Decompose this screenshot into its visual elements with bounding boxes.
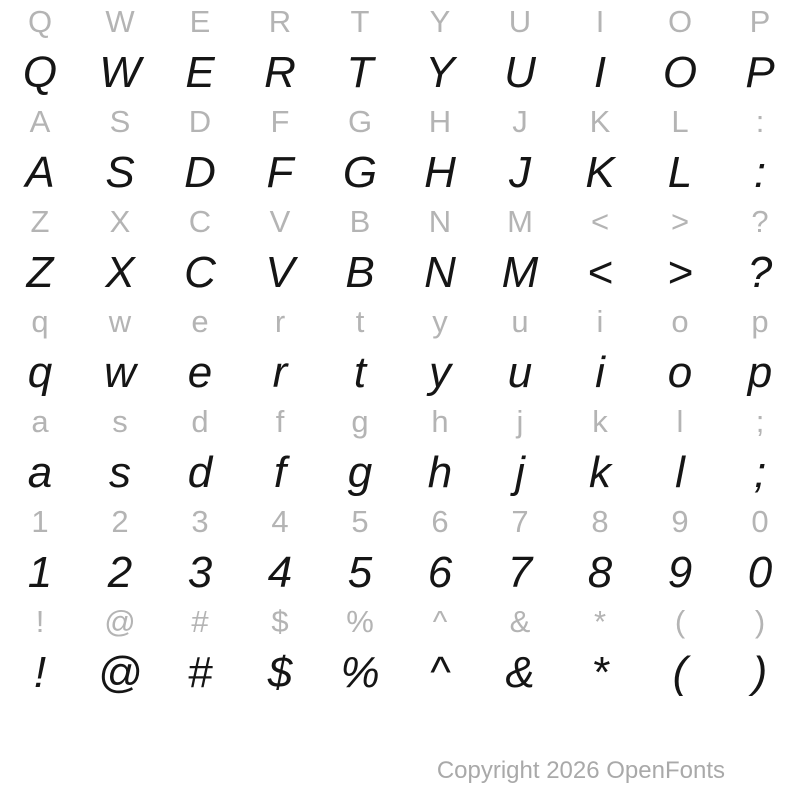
reference-glyph: T	[350, 3, 370, 39]
specimen-glyph: h	[427, 448, 453, 497]
reference-glyph: E	[189, 3, 211, 39]
specimen-glyph: N	[424, 248, 456, 297]
specimen-glyph: 6	[427, 548, 453, 597]
reference-glyph: h	[431, 403, 449, 439]
reference-glyph: A	[29, 103, 51, 139]
specimen-glyph: j	[515, 448, 525, 497]
reference-glyph: 8	[591, 503, 609, 539]
specimen-glyph: 0	[747, 548, 773, 597]
specimen-glyph: a	[27, 448, 53, 497]
specimen-glyph: Q	[22, 48, 58, 97]
specimen-glyph: g	[347, 448, 373, 497]
copyright-text: Copyright 2026 OpenFonts	[436, 757, 725, 784]
specimen-row	[0, 42, 800, 104]
reference-glyph: #	[191, 603, 209, 639]
reference-glyph: 9	[671, 503, 689, 539]
specimen-glyph: T	[346, 48, 374, 97]
specimen-glyph: p	[747, 348, 773, 397]
specimen-glyph: 9	[667, 548, 693, 597]
specimen-glyph: ;	[753, 448, 767, 497]
reference-row	[0, 202, 800, 240]
specimen-glyph: L	[667, 148, 693, 197]
specimen-glyph: 3	[187, 548, 213, 597]
specimen-glyph: O	[662, 48, 698, 97]
specimen-glyph: ^	[429, 648, 451, 697]
reference-glyph: j	[516, 403, 524, 439]
reference-glyph: (	[674, 603, 686, 639]
reference-glyph: I	[595, 3, 605, 39]
reference-glyph: 5	[351, 503, 369, 539]
reference-glyph: )	[754, 603, 766, 639]
reference-glyph: D	[188, 103, 212, 139]
specimen-row	[0, 142, 800, 204]
specimen-glyph: )	[752, 648, 768, 697]
reference-glyph: *	[593, 603, 607, 639]
reference-glyph: $	[271, 603, 289, 639]
specimen-glyph: $	[267, 648, 293, 697]
specimen-glyph: F	[266, 148, 294, 197]
reference-glyph: Z	[30, 203, 50, 239]
specimen-row	[0, 242, 800, 304]
specimen-glyph: u	[507, 348, 533, 397]
specimen-glyph: >	[667, 248, 693, 297]
reference-row	[0, 102, 800, 140]
specimen-glyph: o	[667, 348, 693, 397]
specimen-glyph: %	[340, 648, 380, 697]
reference-glyph: R	[268, 3, 292, 39]
reference-glyph: g	[351, 403, 369, 439]
reference-glyph: %	[346, 603, 374, 639]
reference-glyph: J	[512, 103, 528, 139]
reference-glyph: 0	[751, 503, 769, 539]
reference-glyph: 2	[111, 503, 129, 539]
specimen-glyph: w	[104, 348, 136, 397]
reference-glyph: t	[355, 303, 365, 339]
glyph-row-group	[0, 300, 800, 400]
specimen-glyph: (	[672, 648, 688, 697]
reference-glyph: O	[667, 3, 693, 39]
reference-glyph: s	[112, 403, 128, 439]
reference-glyph: w	[108, 303, 132, 339]
reference-glyph: ?	[751, 203, 769, 239]
reference-row	[0, 402, 800, 440]
specimen-glyph: Y	[425, 48, 455, 97]
reference-glyph: V	[269, 203, 291, 239]
reference-glyph: >	[670, 203, 690, 239]
glyph-row-group	[0, 200, 800, 300]
specimen-glyph: C	[184, 248, 216, 297]
specimen-glyph: r	[272, 348, 288, 397]
reference-glyph: y	[432, 303, 448, 339]
reference-glyph: a	[31, 403, 49, 439]
specimen-row	[0, 642, 800, 704]
specimen-glyph: I	[593, 48, 607, 97]
specimen-glyph: W	[99, 48, 141, 97]
reference-glyph: X	[109, 203, 131, 239]
specimen-glyph: :	[753, 148, 767, 197]
specimen-glyph: y	[429, 348, 451, 397]
specimen-glyph: f	[273, 448, 287, 497]
reference-glyph: !	[35, 603, 45, 639]
reference-glyph: i	[596, 303, 604, 339]
specimen-glyph: l	[675, 448, 685, 497]
glyph-row-group	[0, 600, 800, 700]
reference-glyph: F	[270, 103, 290, 139]
specimen-glyph: &	[505, 648, 535, 697]
reference-glyph: N	[428, 203, 452, 239]
specimen-glyph: R	[264, 48, 296, 97]
reference-row	[0, 602, 800, 640]
specimen-glyph: *	[591, 648, 609, 697]
reference-glyph: P	[749, 3, 771, 39]
reference-glyph: p	[751, 303, 769, 339]
glyph-row-group	[0, 0, 800, 100]
specimen-glyph: #	[187, 648, 213, 697]
specimen-glyph: A	[25, 148, 55, 197]
reference-glyph: 6	[431, 503, 449, 539]
specimen-glyph: s	[109, 448, 131, 497]
reference-glyph: u	[511, 303, 529, 339]
reference-glyph: k	[592, 403, 608, 439]
specimen-glyph: D	[184, 148, 216, 197]
reference-glyph: G	[347, 103, 373, 139]
specimen-glyph: q	[27, 348, 53, 397]
specimen-glyph: K	[585, 148, 615, 197]
specimen-glyph: J	[509, 148, 531, 197]
reference-glyph: l	[676, 403, 684, 439]
specimen-glyph: 8	[587, 548, 613, 597]
specimen-glyph: 2	[107, 548, 133, 597]
specimen-glyph: i	[595, 348, 605, 397]
reference-glyph: @	[104, 603, 136, 639]
specimen-glyph: B	[345, 248, 375, 297]
reference-glyph: L	[671, 103, 689, 139]
reference-glyph: <	[590, 203, 610, 239]
specimen-glyph: <	[587, 248, 613, 297]
reference-glyph: q	[31, 303, 49, 339]
reference-glyph: r	[274, 303, 286, 339]
specimen-glyph: M	[501, 248, 539, 297]
specimen-glyph: H	[424, 148, 456, 197]
reference-glyph: 4	[271, 503, 289, 539]
reference-glyph: M	[507, 203, 533, 239]
specimen-glyph: 5	[347, 548, 373, 597]
specimen-row	[0, 542, 800, 604]
specimen-glyph: 4	[267, 548, 293, 597]
reference-row	[0, 502, 800, 540]
reference-glyph: :	[755, 103, 765, 139]
specimen-glyph: 1	[27, 548, 53, 597]
specimen-glyph: E	[185, 48, 215, 97]
specimen-glyph: X	[105, 248, 135, 297]
specimen-glyph: U	[504, 48, 536, 97]
specimen-glyph: 7	[507, 548, 533, 597]
glyph-row-group	[0, 100, 800, 200]
reference-glyph: d	[191, 403, 209, 439]
reference-glyph: B	[349, 203, 371, 239]
reference-glyph: 3	[191, 503, 209, 539]
reference-glyph: 7	[511, 503, 529, 539]
reference-glyph: f	[275, 403, 285, 439]
specimen-glyph: Z	[26, 248, 54, 297]
glyph-row-group	[0, 400, 800, 500]
specimen-glyph: @	[97, 648, 143, 697]
specimen-glyph: d	[187, 448, 213, 497]
reference-glyph: o	[671, 303, 689, 339]
reference-glyph: S	[109, 103, 131, 139]
reference-glyph: Q	[27, 3, 53, 39]
reference-glyph: H	[428, 103, 452, 139]
reference-glyph: ^	[432, 603, 448, 639]
reference-row	[0, 2, 800, 40]
specimen-glyph: G	[342, 148, 378, 197]
specimen-glyph: S	[105, 148, 135, 197]
glyph-row-group	[0, 500, 800, 600]
specimen-row	[0, 442, 800, 504]
specimen-glyph: P	[745, 48, 775, 97]
specimen-glyph: k	[589, 448, 611, 497]
specimen-glyph: V	[265, 248, 295, 297]
specimen-glyph: e	[187, 348, 213, 397]
specimen-glyph: !	[33, 648, 47, 697]
reference-glyph: U	[508, 3, 532, 39]
reference-glyph: &	[509, 603, 531, 639]
reference-glyph: K	[589, 103, 611, 139]
reference-glyph: C	[188, 203, 212, 239]
reference-glyph: ;	[755, 403, 765, 439]
specimen-glyph: t	[353, 348, 367, 397]
reference-glyph: e	[191, 303, 209, 339]
specimen-row	[0, 342, 800, 404]
reference-row	[0, 302, 800, 340]
specimen-glyph: ?	[747, 248, 773, 297]
reference-glyph: 1	[31, 503, 49, 539]
reference-glyph: W	[105, 3, 135, 39]
reference-glyph: Y	[429, 3, 451, 39]
